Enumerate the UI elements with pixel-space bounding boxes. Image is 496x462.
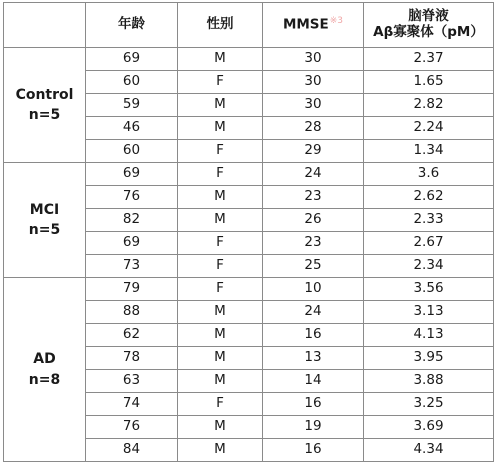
abeta-cell: 2.37	[364, 48, 494, 71]
mmse-cell: 23	[263, 232, 364, 255]
age-cell: 78	[86, 347, 178, 370]
header-csf	[364, 3, 494, 48]
sex-cell: M	[178, 324, 263, 347]
group-name: MCI	[29, 201, 60, 218]
age-cell: 60	[86, 140, 178, 163]
age-cell: 69	[86, 232, 178, 255]
group-cell	[4, 163, 86, 278]
abeta-cell: 2.33	[364, 209, 494, 232]
abeta-cell: 3.25	[364, 393, 494, 416]
abeta-cell: 3.69	[364, 416, 494, 439]
table-header	[4, 3, 494, 48]
abeta-cell: 3.95	[364, 347, 494, 370]
abeta-cell: 4.34	[364, 439, 494, 462]
age-cell: 46	[86, 117, 178, 140]
mmse-cell: 26	[263, 209, 364, 232]
sex-cell: F	[178, 393, 263, 416]
group-name: Control	[15, 86, 74, 103]
sex-cell: M	[178, 117, 263, 140]
group-count: n=8	[28, 371, 61, 388]
table-row	[4, 48, 494, 71]
group-cell	[4, 48, 86, 163]
sex-cell: M	[178, 209, 263, 232]
age-cell: 79	[86, 278, 178, 301]
header-sex: 性别	[178, 3, 263, 48]
header-row	[4, 3, 494, 48]
age-cell: 62	[86, 324, 178, 347]
table-row	[4, 163, 494, 186]
mmse-cell: 14	[263, 370, 364, 393]
mmse-cell: 16	[263, 324, 364, 347]
sex-cell: M	[178, 439, 263, 462]
abeta-cell: 3.13	[364, 301, 494, 324]
mmse-cell: 24	[263, 163, 364, 186]
age-cell: 82	[86, 209, 178, 232]
age-cell: 63	[86, 370, 178, 393]
abeta-cell: 2.62	[364, 186, 494, 209]
mmse-cell: 16	[263, 393, 364, 416]
sex-cell: M	[178, 94, 263, 117]
age-cell: 59	[86, 94, 178, 117]
table-body	[4, 48, 494, 462]
sex-cell: F	[178, 71, 263, 94]
abeta-cell: 1.65	[364, 71, 494, 94]
mmse-cell: 30	[263, 94, 364, 117]
header-csf-line2: Aβ寡聚体（pM）	[373, 24, 484, 40]
sex-cell: M	[178, 186, 263, 209]
sex-cell: F	[178, 140, 263, 163]
header-age: 年龄	[86, 3, 178, 48]
mmse-cell: 25	[263, 255, 364, 278]
mmse-cell: 23	[263, 186, 364, 209]
sex-cell: M	[178, 347, 263, 370]
abeta-cell: 3.56	[364, 278, 494, 301]
sex-cell: M	[178, 48, 263, 71]
sex-cell: M	[178, 370, 263, 393]
header-csf-line1: 脑脊液	[408, 8, 449, 25]
age-cell: 76	[86, 186, 178, 209]
age-cell: 69	[86, 48, 178, 71]
data-table	[3, 2, 494, 462]
sex-cell: M	[178, 301, 263, 324]
age-cell: 88	[86, 301, 178, 324]
mmse-cell: 29	[263, 140, 364, 163]
abeta-cell: 2.82	[364, 94, 494, 117]
mmse-cell: 19	[263, 416, 364, 439]
mmse-cell: 24	[263, 301, 364, 324]
group-count: n=5	[28, 107, 61, 123]
abeta-cell: 1.34	[364, 140, 494, 163]
sex-cell: M	[178, 416, 263, 439]
header-mmse-label: MMSE	[282, 16, 329, 33]
abeta-cell: 3.88	[364, 370, 494, 393]
mmse-cell: 10	[263, 278, 364, 301]
age-cell: 74	[86, 393, 178, 416]
mmse-cell: 16	[263, 439, 364, 462]
mmse-cell: 30	[263, 48, 364, 71]
age-cell: 76	[86, 416, 178, 439]
group-count: n=5	[28, 222, 61, 238]
sex-cell: F	[178, 255, 263, 278]
mmse-cell: 28	[263, 117, 364, 140]
abeta-cell: 2.67	[364, 232, 494, 255]
age-cell: 60	[86, 71, 178, 94]
header-group	[4, 3, 86, 48]
header-mmse	[263, 3, 364, 48]
group-cell	[4, 278, 86, 462]
abeta-cell: 2.24	[364, 117, 494, 140]
header-mmse-note: ※3	[329, 16, 344, 27]
age-cell: 73	[86, 255, 178, 278]
sex-cell: F	[178, 163, 263, 186]
abeta-cell: 3.6	[364, 163, 494, 186]
mmse-cell: 13	[263, 347, 364, 370]
age-cell: 84	[86, 439, 178, 462]
mmse-cell: 30	[263, 71, 364, 94]
sex-cell: F	[178, 232, 263, 255]
group-name: AD	[33, 351, 56, 368]
age-cell: 69	[86, 163, 178, 186]
abeta-cell: 2.34	[364, 255, 494, 278]
table-row	[4, 278, 494, 301]
abeta-cell: 4.13	[364, 324, 494, 347]
sex-cell: F	[178, 278, 263, 301]
